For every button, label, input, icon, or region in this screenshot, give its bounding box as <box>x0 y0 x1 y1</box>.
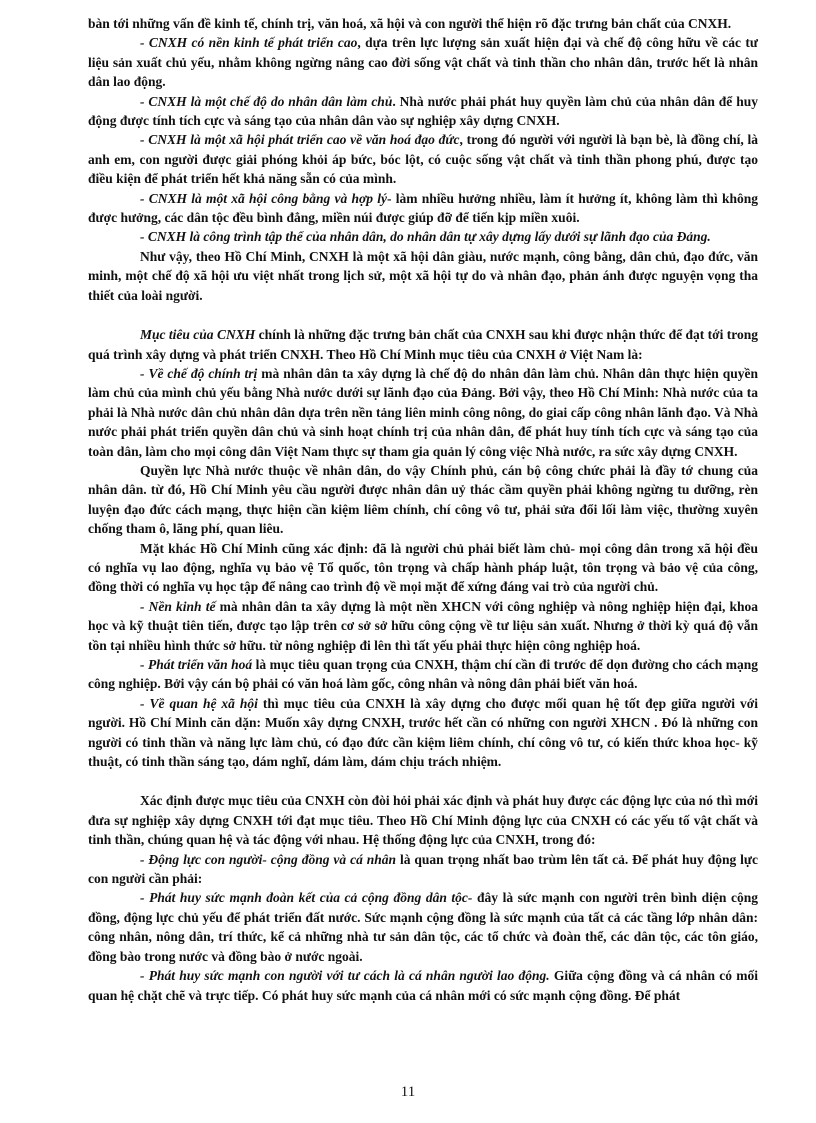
text-run: mà nhân dân ta xây dựng là một nền XHCN với công nghiệp và nông nghiệp hiện đại, khoa học và kỹ thuật tiên tiến, được tạo lập trên cơ sở sở hữu công cộng về tư liệu sản xuất. Nhưng ở thời kỳ quá độ vẫn tồn tại nhiều hình thức sở hữu. từ nông nghiệp đi lên thì tất yếu phải thực hiện công nghiệp hoá. <box>88 598 758 653</box>
paragraph <box>88 597 758 655</box>
paragraph <box>88 888 758 966</box>
italic-run: - Về chế độ chính trị <box>140 365 258 381</box>
italic-run: - CNXH là một xã hội phát triển cao về văn hoá đạo đức <box>140 132 460 148</box>
text-run: là quan trọng nhất bao trùm lên tất cả. Để phát huy động lực con người cần phải: <box>88 851 758 887</box>
paragraph <box>88 655 758 694</box>
paragraph <box>88 325 758 364</box>
text-run: thì mục tiêu của CNXH là xây dựng cho được mối quan hệ tốt đẹp giữa người với người. Hồ Chí Minh căn dặn: Muốn xây dựng CNXH, trước hết cần có những con người XHCN . Đó là những con người có tinh thần và năng lực làm chủ, có đạo đức cần kiệm liêm chính, chí công vô tư, có kiến thức khoa học- kỹ thuật, có tinh thần sáng tạo, dám nghĩ, dám làm, dám chịu trách nhiệm. <box>88 695 758 770</box>
text-run: . Nhà nước phải phát huy quyền làm chủ của nhân dân để huy động được tính tích cực và sáng tạo của nhân dân vào sự nghiệp xây dựng CNXH. <box>88 93 758 129</box>
italic-run: - CNXH là công trình tập thể của nhân dân, do nhân dân tự xây dựng lấy dưới sự lãnh đạo của Đảng. <box>140 229 711 245</box>
text-run: Giữa cộng đồng và cá nhân có mối quan hệ chặt chẽ và trực tiếp. Có phát huy sức mạnh của cá nhân mới có sức mạnh cộng đồng. Để phát <box>88 968 758 1003</box>
italic-run: - Động lực con người- cộng đồng và cá nhân <box>140 851 397 867</box>
paragraph <box>88 189 758 228</box>
page-number: 11 <box>400 1084 416 1100</box>
text-run: Quyền lực Nhà nước thuộc về nhân dân, do vậy Chính phủ, cán bộ công chức phải là đầy tớ chung của nhân dân. từ đó, Hồ Chí Minh yêu cầu người được nhân dân uỷ thác cầm quyền phải không ngừng tu dưỡng, rèn luyện đạo đức cách mạng, thực hiện cần kiệm liêm chính, chí công vô tư, phải sửa đổi lối làm việc, thường xuyên chống tham ô, lãng phí, quan liêu. <box>88 462 758 537</box>
italic-run: - Phát triển văn hoá <box>140 657 253 672</box>
text-run: mà nhân dân ta xây dựng là chế độ do nhân dân làm chủ. Nhân dân thực hiện quyền làm chủ của mình chủ yếu bằng Nhà nước dưới sự lãnh đạo của Đảng. Bởi vậy, theo Hồ Chí Minh: Nhà nước của ta phải là Nhà nước dân chủ nhân dân dựa trên nền tảng liên minh công nông, do giai cấp công nhân lãnh đạo. Và Nhà nước phải phát triển quyền dân chủ và sinh hoạt chính trị của nhân dân, để phát huy tính tích cực và sáng tạo của toàn dân, làm cho mọi công dân Việt Nam thực sự tham gia quản lý công việc Nhà nước, ra sức xây dựng CNXH. <box>88 365 759 459</box>
italic-run: Mục tiêu của CNXH <box>140 327 256 343</box>
italic-run: - CNXH có nền kinh tế phát triển cao <box>140 35 358 51</box>
paragraph <box>88 92 758 131</box>
paragraph <box>88 247 758 305</box>
paragraph <box>88 966 758 1005</box>
text-run: bàn tới những vấn đề kinh tế, chính trị, văn hoá, xã hội và con người thể hiện rõ đặc trưng bản chất của CNXH. <box>88 16 732 31</box>
italic-run: - Nền kinh tế <box>140 598 216 614</box>
document-body <box>88 14 758 1005</box>
paragraph <box>88 539 758 597</box>
paragraph <box>88 694 758 772</box>
italic-run: - Phát huy sức mạnh đoàn kết của cả cộng đồng dân tộc- <box>140 890 473 906</box>
text-run: , trong đó người với người là bạn bè, là đồng chí, là anh em, con người được giải phóng khỏi áp bức, bóc lột, có cuộc sống vật chất và tinh thần phong phú, được tạo điều kiện để phát triển hết khả năng sẵn có của mình. <box>88 132 758 187</box>
text-run: là mục tiêu quan trọng của CNXH, thậm chí cần đi trước để dọn đường cho cách mạng công nghiệp. Bởi vậy cán bộ phải có văn hoá làm gốc, công nhân và nông dân phải biết văn hoá. <box>88 657 759 692</box>
text-run: - làm nhiều hưởng nhiều, làm ít hưởng ít, không làm thì không được hưởng, các dân tộc đều bình đẳng, miền núi được giúp đỡ để tiến kịp miền xuôi. <box>88 190 759 226</box>
paragraph-gap <box>88 771 758 791</box>
paragraph <box>88 461 758 539</box>
text-run: Như vậy, theo Hồ Chí Minh, CNXH là một xã hội dân giàu, nước mạnh, công bằng, dân chủ, đạo đức, văn minh, một chế độ xã hội ưu việt nhất trong lịch sử, một xã hội tự do và nhân đạo, phản ánh được nguyện vọng tha thiết của loài người. <box>88 248 758 303</box>
paragraph <box>88 227 758 246</box>
italic-run: - Phát huy sức mạnh con người với tư cách là cá nhân người lao động. <box>140 968 550 984</box>
paragraph <box>88 791 758 849</box>
italic-run: - CNXH là một chế độ do nhân dân làm chủ <box>140 93 393 109</box>
text-run: chính là những đặc trưng bản chất của CNXH sau khi được nhận thức để đạt tới trong quá trình xây dựng và phát triển CNXH. Theo Hồ Chí Minh mục tiêu của CNXH ở Việt Nam là: <box>88 327 759 362</box>
text-run: , dựa trên lực lượng sản xuất hiện đại và chế độ công hữu về các tư liệu sản xuất chủ yếu, nhằm không ngừng nâng cao đời sống vật chất và tinh thần cho nhân dân, trước hết là nhân dân lao động. <box>88 35 758 90</box>
paragraph <box>88 33 758 91</box>
paragraph <box>88 850 758 889</box>
italic-run: - CNXH là một xã hội công bằng và hợp lý <box>140 190 388 206</box>
paragraph <box>88 130 758 188</box>
paragraph <box>88 364 758 461</box>
text-run: Mặt khác Hồ Chí Minh cũng xác định: đã là người chủ phải biết làm chủ- mọi công dân trong xã hội đều có nghĩa vụ lao động, nghĩa vụ bảo vệ Tổ quốc, tôn trọng và chấp hành pháp luật, tôn trọng và bảo vệ của công, đồng thời có nghĩa vụ học tập để nâng cao trình độ về mọi mặt để xứng đáng vai trò của người chủ. <box>88 540 758 595</box>
italic-run: - Về quan hệ xã hội <box>140 695 258 711</box>
text-run: đây là sức mạnh con người trên bình diện cộng đồng, động lực chủ yếu để phát triển đất nước. Sức mạnh cộng đồng là sức mạnh của tất cả các tầng lớp nhân dân: công nhân, nông dân, trí thức, kể cả những nhà tư sản dân tộc, các tổ chức và đoàn thể, các dân tộc, các tôn giáo, đồng bào trong nước và đồng bào ở nước ngoài. <box>88 890 758 964</box>
paragraph <box>88 14 758 33</box>
paragraph-gap <box>88 305 758 325</box>
text-run: Xác định được mục tiêu của CNXH còn đòi hỏi phải xác định và phát huy được các động lực của nó thì mới đưa sự nghiệp xây dựng CNXH tới đạt mục tiêu. Theo Hồ Chí Minh động lực của CNXH có các yếu tố vật chất và tinh thần, chúng quan hệ và tác động với nhau. Hệ thống động lực của CNXH, trong đó: <box>88 793 758 848</box>
